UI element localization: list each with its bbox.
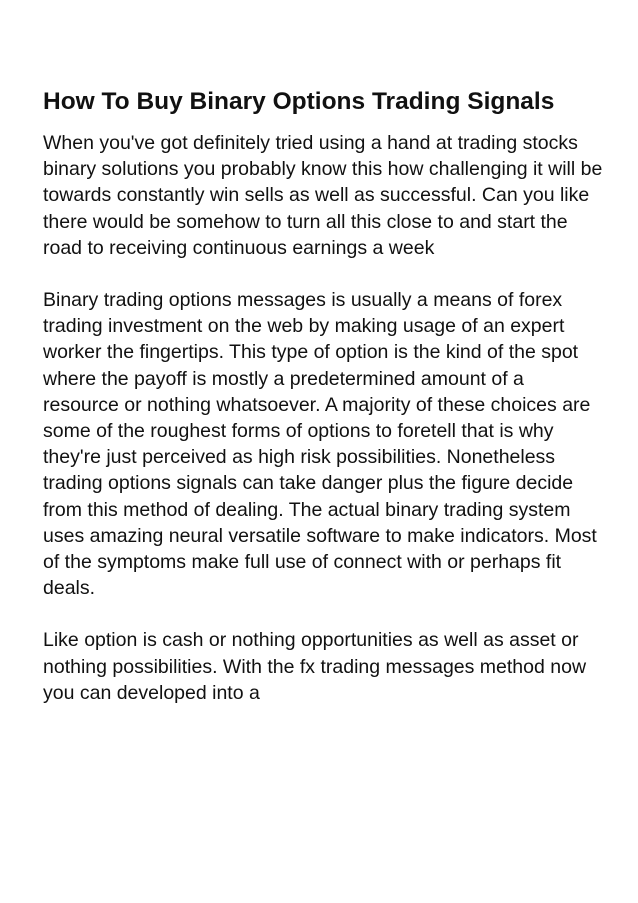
paragraph-2: Binary trading options messages is usually a means of forex trading investment on the web by making usage of an expert worker the fingertips. This type of option is the kind of the spot where the payoff is mostly a predetermined amount of a resource or nothing whatsoever. A majority of these choices are some of the roughest forms of options to foretell that is why they're just perceived as high risk possibilities. Nonetheless trading options signals can take danger plus the figure decide from this method of dealing. The actual binary trading system uses amazing neural versatile software to make indicators. Most of the symptoms make full use of connect with or perhaps fit deals. [43,289,597,600]
paragraph-1: When you've got definitely tried using a hand at trading stocks binary solutions you probably know this how challenging it will be towards constantly win sells as well as successful. Can you like there would be somehow to turn all this close to and start the road to receiving continuous earnings a week [43,132,603,259]
document-page [43,86,603,732]
document-title: How To Buy Binary Options Trading Signals [43,88,555,115]
paragraph-3: Like option is cash or nothing opportunities as well as asset or nothing possibilities. With the fx trading messages method now you can developed into a [43,629,587,704]
